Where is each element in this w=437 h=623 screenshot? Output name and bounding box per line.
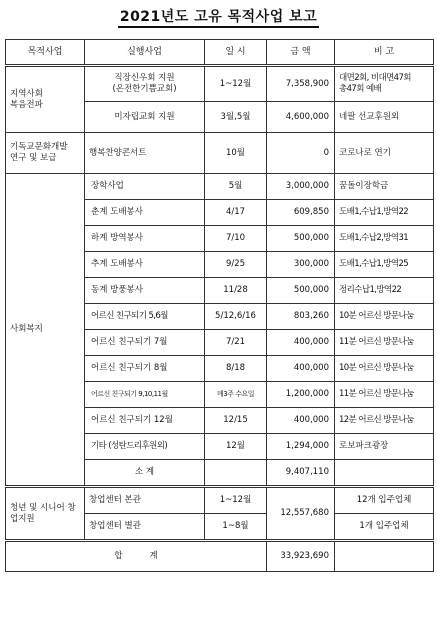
date-cell: 12/15: [205, 408, 267, 434]
date-cell: 매3주 수요일: [205, 382, 267, 408]
note-cell: 12개 입주업체: [335, 487, 434, 514]
note-cell: 12분 어르신 방문나눔: [335, 408, 434, 434]
date-cell: 1~8월: [205, 514, 267, 541]
header-purpose: 목적사업: [6, 40, 85, 66]
note-cell: 네팔 선교후원외: [335, 102, 434, 133]
amount-cell: 400,000: [267, 330, 335, 356]
date-cell: [205, 460, 267, 487]
group-social-welfare: 사회복지: [6, 174, 85, 487]
program-cell: 기타 (성탄드리후원외): [85, 434, 205, 460]
note-cell: 꿈돌이장학금: [335, 174, 434, 200]
startup-amount: 12,557,680: [267, 487, 335, 541]
amount-cell: 300,000: [267, 252, 335, 278]
group-startup-support: 청년 및 시니어 창업지원: [6, 487, 85, 541]
amount-cell: 500,000: [267, 226, 335, 252]
note-cell: 도배1,수납2,방역31: [335, 226, 434, 252]
note-cell: 코로나로 연기: [335, 133, 434, 174]
note-cell: 정리수납1,방역22: [335, 278, 434, 304]
note-cell: 1개 입주업체: [335, 514, 434, 541]
report-table: [5, 39, 434, 572]
date-cell: 12월: [205, 434, 267, 460]
amount-cell: 1,294,000: [267, 434, 335, 460]
note-cell: [335, 460, 434, 487]
amount-cell: 7,358,900: [267, 66, 335, 102]
note-cell: 대면2회, 비대면47회 총47회 예배: [335, 66, 434, 102]
date-cell: 1~12월: [205, 487, 267, 514]
amount-cell: 803,260: [267, 304, 335, 330]
note-cell: 도배1,수납1,방역22: [335, 200, 434, 226]
program-cell: 창업센터 별관: [85, 514, 205, 541]
amount-cell: 0: [267, 133, 335, 174]
amount-cell: 1,200,000: [267, 382, 335, 408]
date-cell: 10월: [205, 133, 267, 174]
note-cell: 10분 어르신 방문나눔: [335, 304, 434, 330]
amount-cell: 400,000: [267, 356, 335, 382]
group-local-evangelism: 지역사회 복음전파: [6, 66, 85, 133]
subtotal-amount: 9,407,110: [267, 460, 335, 487]
amount-cell: 3,000,000: [267, 174, 335, 200]
header-date: 일 시: [205, 40, 267, 66]
table-row: [6, 133, 434, 174]
amount-cell: 609,850: [267, 200, 335, 226]
note-cell: [335, 541, 434, 572]
header-note: 비 고: [335, 40, 434, 66]
date-cell: 3월,5월: [205, 102, 267, 133]
program-cell: 하계 방역봉사: [85, 226, 205, 252]
program-cell: 행복찬양콘서트: [85, 133, 205, 174]
note-cell: 11분 어르신 방문나눔: [335, 330, 434, 356]
date-cell: 9/25: [205, 252, 267, 278]
program-cell: 어르신 친구되기 5,6월: [85, 304, 205, 330]
program-cell: 어르신 친구되기 9,10,11월: [85, 382, 205, 408]
date-cell: 5월: [205, 174, 267, 200]
header-amount: 금 액: [267, 40, 335, 66]
report-table-wrapper: [5, 39, 433, 572]
subtotal-label: 소 계: [85, 460, 205, 487]
header-program: 실행사업: [85, 40, 205, 66]
table-row: [6, 487, 434, 514]
table-row: [6, 174, 434, 200]
grand-total-amount: 33,923,690: [267, 541, 335, 572]
header-row: [6, 40, 434, 66]
grand-total-row: [6, 541, 434, 572]
program-cell: 직장신우회 지원 (온전한기쁨교회): [85, 66, 205, 102]
note-cell: 10분 어르신 방문나눔: [335, 356, 434, 382]
page-title: [0, 6, 437, 26]
amount-cell: 400,000: [267, 408, 335, 434]
note-cell: 11분 어르신 방문나눔: [335, 382, 434, 408]
program-cell: 어르신 친구되기 7월: [85, 330, 205, 356]
title-text: 2021년도 고유 목적사업 보고: [118, 9, 319, 28]
date-cell: 4/17: [205, 200, 267, 226]
amount-cell: 500,000: [267, 278, 335, 304]
date-cell: 7/10: [205, 226, 267, 252]
program-cell: 어르신 친구되기 12월: [85, 408, 205, 434]
program-cell: 미자립교회 지원: [85, 102, 205, 133]
note-cell: 로보파크광장: [335, 434, 434, 460]
note-cell: 도배1,수납1,방역25: [335, 252, 434, 278]
amount-cell: 4,600,000: [267, 102, 335, 133]
grand-total-label: 합 계: [6, 541, 267, 572]
program-cell: 추계 도배봉사: [85, 252, 205, 278]
program-cell: 춘계 도배봉사: [85, 200, 205, 226]
program-cell: 장학사업: [85, 174, 205, 200]
date-cell: 8/18: [205, 356, 267, 382]
date-cell: 11/28: [205, 278, 267, 304]
date-cell: 5/12,6/16: [205, 304, 267, 330]
program-cell: 동계 방풍봉사: [85, 278, 205, 304]
date-cell: 1~12월: [205, 66, 267, 102]
program-cell: 창업센터 본관: [85, 487, 205, 514]
date-cell: 7/21: [205, 330, 267, 356]
table-row: [6, 66, 434, 102]
program-cell: 어르신 친구되기 8월: [85, 356, 205, 382]
group-christian-culture: 기독교문화개발 연구 및 보급: [6, 133, 85, 174]
